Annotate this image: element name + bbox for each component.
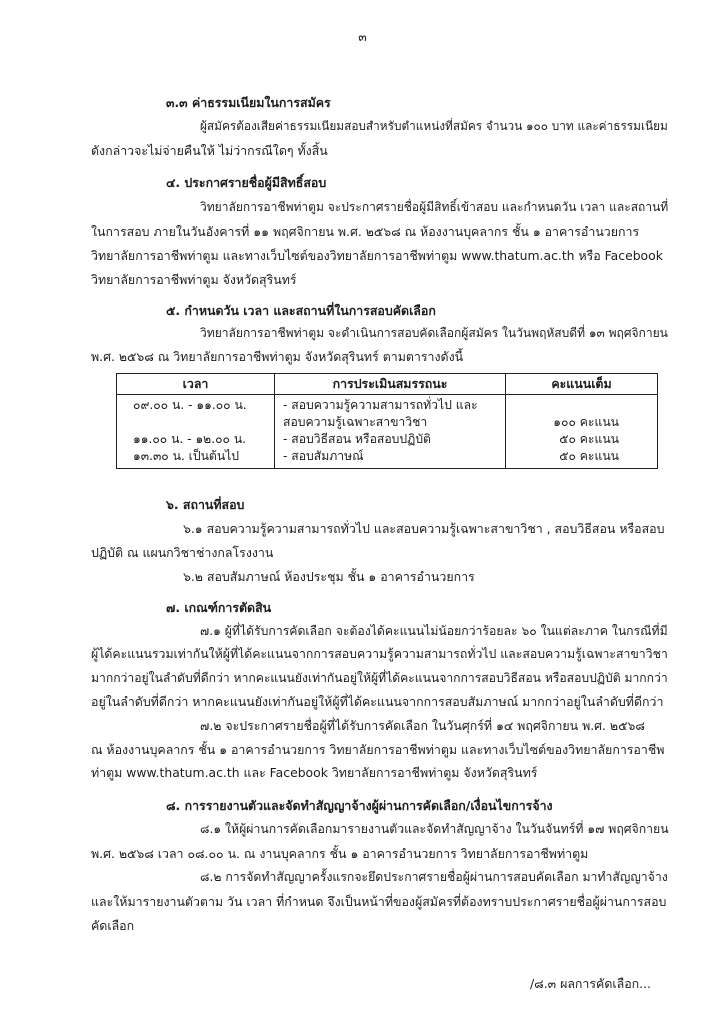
score-cell: [506, 395, 658, 469]
section-8-line: และให้มารายงานตัวตาม วัน เวลา ที่กำหนด จึงเป็นหน้าที่ของผู้สมัครที่ต้องทราบประกาศรายชื่อผู้ผ่านการสอบ: [91, 894, 667, 909]
assessment-item: - สอบความรู้ความสามารถทั่วไป และ: [283, 398, 478, 412]
score-value: ๕๐ คะแนน: [559, 449, 619, 463]
section-4-line: วิทยาลัยการอาชีพท่าตูม จังหวัดสุรินทร์: [91, 272, 297, 287]
section-8-line: ๘.๑ ให้ผู้ผ่านการคัดเลือกมารายงานตัวและจัดทำสัญญาจ้าง ในวันจันทร์ที่ ๑๗ พฤศจิกายน: [200, 822, 669, 836]
score-value: ๑๐๐ คะแนน: [553, 415, 619, 429]
section-6-heading: ๖. สถานที่สอบ: [166, 497, 245, 512]
section-5-heading: ๕. กำหนดวัน เวลา และสถานที่ในการสอบคัดเลือก: [166, 303, 436, 318]
score-value: ๕๐ คะแนน: [559, 432, 619, 446]
section-6-line: ๖.๑ สอบความรู้ความสามารถทั่วไป และสอบความรู้เฉพาะสาขาวิชา , สอบวิธีสอน หรือสอบ: [183, 521, 665, 536]
section-7-heading: ๗. เกณฑ์การตัดสิน: [166, 600, 272, 615]
time-value: ๑๑.๐๐ น. - ๑๒.๐๐ น.: [133, 432, 247, 446]
section-4-line: ในการสอบ ภายในวันอังคารที่ ๑๑ พฤศจิกายน พ.ศ. ๒๕๖๘ ณ ห้องงานบุคลากร ชั้น ๑ อาคารอำนวยการ: [91, 224, 640, 239]
section-8-line: คัดเลือก: [91, 918, 135, 933]
section-5-line: วิทยาลัยการอาชีพท่าตูม จะดำเนินการสอบคัดเลือกผู้สมัคร ในวันพฤหัสบดีที่ ๑๓ พฤศจิกายน: [200, 326, 668, 340]
section-7-line: อยู่ในลำดับที่ดีกว่า หากคะแนนยังเท่ากันอยู่ให้ผู้ที่ได้คะแนนจากการสอบสัมภาษณ์ มากกว่าอยู่ในลำดับที่ดีกว่า: [91, 694, 664, 709]
exam-schedule-table: [116, 373, 658, 469]
section-5-line: พ.ศ. ๒๕๖๘ ณ วิทยาลัยการอาชีพท่าตูม จังหวัดสุรินทร์ ตามตารางดังนี้: [91, 349, 464, 364]
time-value: ๑๓.๓๐ น. เป็นต้นไป: [133, 449, 240, 463]
section-4-line: วิทยาลัยการอาชีพท่าตูม จะประกาศรายชื่อผู้มีสิทธิ์เข้าสอบ และกำหนดวัน เวลา และสถานที่: [200, 200, 669, 214]
section-7-line: ๗.๑ ผู้ที่ได้รับการคัดเลือก จะต้องได้คะแนนไม่น้อยกว่าร้อยละ ๖๐ ในแต่ละภาค ในกรณีที่มี: [200, 624, 668, 638]
section-8-line: พ.ศ. ๒๕๖๘ เวลา ๐๘.๐๐ น. ณ งานบุคลากร ชั้น ๑ อาคารอำนวยการ วิทยาลัยการอาชีพท่าตูม: [91, 846, 589, 861]
section-6-line: ๖.๒ สอบสัมภาษณ์ ห้องประชุม ชั้น ๑ อาคารอำนวยการ: [183, 569, 475, 584]
header-time: เวลา: [117, 374, 275, 395]
time-cell: [117, 395, 275, 469]
section-8-heading: ๘. การรายงานตัวและจัดทำสัญญาจ้างผู้ผ่านการคัดเลือก/เงื่อนไขการจ้าง: [166, 798, 553, 813]
time-value: ๐๙.๐๐ น. - ๑๑.๐๐ น.: [133, 398, 247, 412]
page-number: ๓: [358, 29, 367, 44]
section-4-line: วิทยาลัยการอาชีพท่าตูม และทางเว็บไซต์ของวิทยาลัยการอาชีพท่าตูม www.thatum.ac.th หรือ Facebook: [91, 248, 663, 263]
continuation-note: /๘.๓ ผลการคัดเลือก...: [530, 976, 651, 991]
header-full-score: คะแนนเต็ม: [506, 374, 658, 395]
assessment-item: - สอบวิธีสอน หรือสอบปฏิบัติ: [283, 432, 431, 446]
section-7-line: ๗.๒ จะประกาศรายชื่อผู้ที่ได้รับการคัดเลือก ในวันศุกร์ที่ ๑๔ พฤศจิกายน พ.ศ. ๒๕๖๘: [200, 718, 645, 733]
section-7-line: มากกว่าอยู่ในลำดับที่ดีกว่า หากคะแนนยังเท่ากันอยู่ให้ผู้ที่ได้คะแนนจากการสอบวิธีสอน หรือสอบปฏิบัติ มากกว่า: [91, 671, 668, 685]
section-3-3-heading: ๓.๓ ค่าธรรมเนียมในการสมัคร: [166, 95, 331, 110]
section-3-3-line: ดังกล่าวจะไม่จ่ายคืนให้ ไม่ว่ากรณีใดๆ ทั้งสิ้น: [91, 143, 328, 158]
section-3-3-line: ผู้สมัครต้องเสียค่าธรรมเนียมสอบสำหรับตำแหน่งที่สมัคร จำนวน ๑๐๐ บาท และค่าธรรมเนียม: [200, 119, 668, 133]
section-7-line: ผู้ได้คะแนนรวมเท่ากันให้ผู้ที่ได้คะแนนจากการสอบความรู้ความสามารถทั่วไป และสอบความรู้เฉพาะสาขาวิชา: [91, 647, 668, 661]
section-7-line: ณ ห้องงานบุคลากร ชั้น ๑ อาคารอำนวยการ วิทยาลัยการอาชีพท่าตูม และทางเว็บไซต์ของวิทยาลัยการอาชีพ: [91, 742, 665, 757]
section-6-line: ปฏิบัติ ณ แผนกวิชาช่างกลโรงงาน: [91, 545, 274, 560]
section-8-line: ๘.๒ การจัดทำสัญญาครั้งแรกจะยึดประกาศรายชื่อผู้ผ่านการสอบคัดเลือก มาทำสัญญาจ้าง: [200, 870, 668, 884]
assessment-item: สอบความรู้เฉพาะสาขาวิชา: [283, 415, 428, 429]
assessment-cell: [275, 395, 506, 469]
section-4-heading: ๔. ประกาศรายชื่อผู้มีสิทธิ์สอบ: [166, 175, 327, 190]
table-header-row: [117, 374, 658, 395]
assessment-item: - สอบสัมภาษณ์: [283, 449, 364, 463]
section-7-line: ท่าตูม www.thatum.ac.th และ Facebook วิทยาลัยการอาชีพท่าตูม จังหวัดสุรินทร์: [91, 765, 538, 780]
header-assessment: การประเมินสมรรถนะ: [275, 374, 506, 395]
table-body-row: [117, 395, 658, 469]
